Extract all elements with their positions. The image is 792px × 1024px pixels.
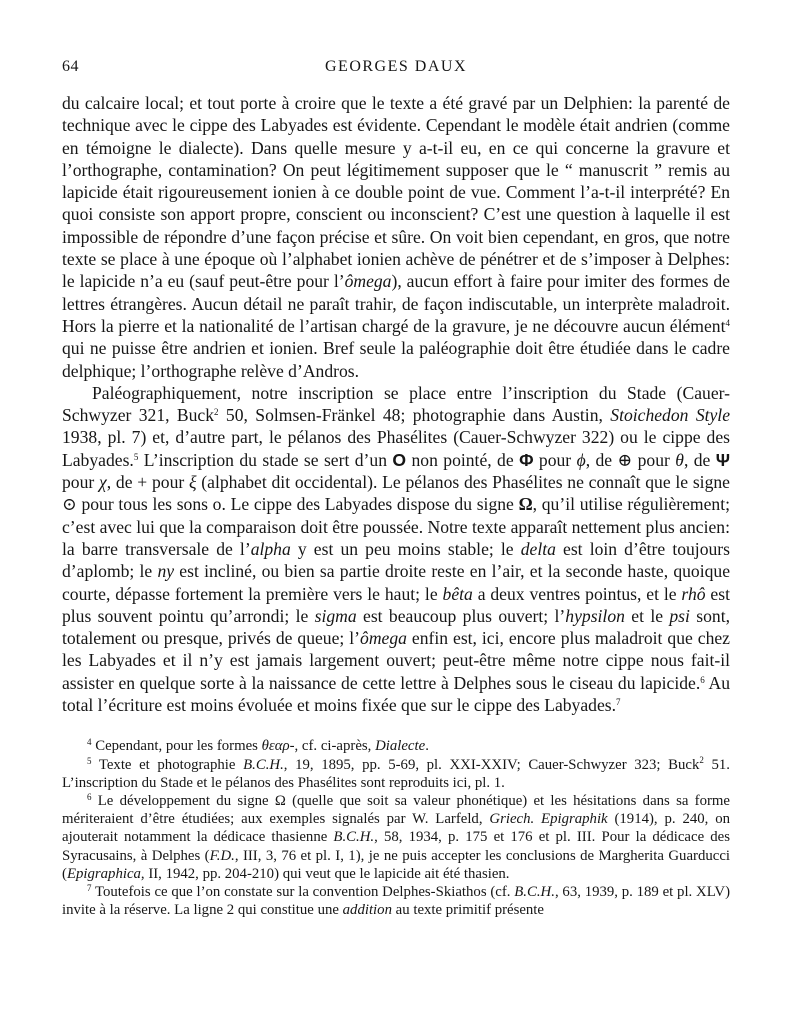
text-run: L’inscription du stade se sert d’un [138, 449, 393, 470]
greek-term: θεαρ- [261, 738, 295, 755]
text-run: . [425, 738, 429, 755]
superscript: 2 [699, 754, 704, 765]
text-run: est plus souvent pointu qu’arrondi; le [62, 583, 730, 626]
text-run: , de + pour [106, 472, 189, 493]
letter-sign: O [392, 449, 407, 470]
text-run: est beaucoup plus ouvert; l’ [356, 605, 566, 626]
text-run: 1938, pl. 7) et, d’autre part, le pélanos des Phasélites (Cauer-Schwyzer 322) ou le cippe des Labyades. [62, 427, 730, 470]
text-run: pour [62, 472, 100, 493]
footnote-ref[interactable]: 5 [133, 451, 139, 462]
text-run: , de ⊕ pour [585, 449, 676, 470]
greek-letter: ξ [188, 472, 197, 493]
footnote-number: 7 [87, 882, 92, 893]
text-run: , cf. ci-après, [294, 738, 376, 755]
italic-term: psi [669, 605, 690, 626]
text-run: 51. L’inscription du Stade et le pélanos des Phasélites sont reproduits ici, pl. 1. [62, 756, 730, 791]
italic-term: ômega [344, 271, 392, 292]
text-run: qui ne puisse être andrien et ionien. Bref seule la paléographie doit être étudiée dans le cadre delphique; l’orthographe relève d’Andros. [62, 338, 730, 381]
text-run: et le [624, 605, 670, 626]
footnote-4 [62, 737, 730, 755]
text-run: , 58, 1934, p. 175 et 176 et pl. III. Pour la dédicace des Syracusains, à Delphes ( [62, 829, 730, 864]
page-number: 64 [62, 58, 79, 75]
text-run: au texte primitif présente [391, 902, 544, 919]
text-run: Le développement du signe Ω (quelle que soit sa valeur phonétique) et les hésitations dans sa forme mériteraient d’être étudiées; aux exemples signalés par W. Larfeld, [62, 792, 730, 828]
italic-term: addition [342, 902, 392, 919]
text-run: (1914), p. 240, on ajouterait notamment la dédicace thasienne [62, 811, 730, 846]
text-run: Toutefois ce que l’on constate sur la convention Delphes-Skiathos (cf. [91, 883, 515, 900]
italic-term: rhô [681, 583, 706, 604]
italic-title: Stoichedon Style [610, 405, 731, 426]
italic-title: B.C.H. [514, 883, 555, 900]
italic-term: ômega [360, 628, 407, 649]
text-run: , III, 3, 76 et pl. I, 1), je ne puis accepter les conclusions de Margherita Guarducci ( [62, 847, 730, 882]
greek-letter: θ [675, 449, 684, 470]
text-run: ), aucun effort à faire pour imiter des formes de lettres étrangères. Aucun détail ne paraît trahir, de façon indiscutable, un interprète maladroit. Hors la pierre et la nationalité de l’artisan chargé de la gravure, je ne découvre aucun élément [62, 271, 730, 336]
italic-term: bêta [442, 583, 473, 604]
page [62, 58, 730, 919]
footnote-6 [62, 792, 730, 883]
italic-term: delta [520, 538, 556, 559]
main-text [62, 92, 730, 716]
letter-sign: Ω [518, 494, 533, 515]
footnote-ref[interactable]: 7 [616, 697, 621, 708]
paragraph-1 [62, 92, 730, 382]
text-run: y est un peu moins stable; le [290, 538, 521, 559]
text-run: non pointé, de [406, 449, 520, 470]
italic-term: alpha [250, 538, 291, 559]
italic-title: Epigraphica [66, 865, 141, 882]
text-run: Texte et photographie [91, 756, 244, 773]
footnote-number: 5 [87, 755, 92, 766]
text-run: pour [533, 449, 577, 470]
text-run: a deux ventres pointus, et le [472, 583, 682, 604]
footnote-7 [62, 883, 730, 919]
page-header [62, 58, 730, 84]
text-run: est incliné, ou bien sa partie droite reste en l’air, et la seconde haste, quoique courte, dépasse fortement la première vers le haut; le [62, 561, 730, 604]
footnote-ref[interactable]: 4 [725, 317, 730, 328]
italic-term: sigma [314, 605, 357, 626]
italic-term: ny [157, 561, 175, 582]
running-head: GEORGES DAUX [325, 58, 467, 75]
letter-sign: Φ [519, 449, 534, 470]
text-run: , qu’il utilise régulièrement; c’est avec lui que la comparaison doit être poussée. Notre texte apparaît nettement plus ancien: la barre transversale de l’ [62, 494, 730, 559]
greek-letter: ϕ [576, 449, 586, 470]
italic-title: F.D. [209, 847, 235, 864]
italic-title: B.C.H. [243, 756, 284, 773]
text-run: (alphabet dit occidental). Le pélanos des Phasélites ne connaît que le signe ⊙ pour tous les sons o. Le cippe des Labyades dispose du signe [62, 472, 730, 515]
text-run: , 19, 1895, pp. 5-69, pl. XXI-XXIV; Cauer-Schwyzer 323; Buck [283, 756, 700, 773]
footnote-ref[interactable]: 6 [700, 674, 705, 685]
italic-term: hypsilon [565, 605, 625, 626]
italic-title: Griech. Epigraphik [489, 811, 608, 828]
text-run: , II, 1942, pp. 204-210) qui veut que le lapicide ait été thasien. [140, 865, 510, 882]
text-run: Paléographiquement, notre inscription se place entre l’inscription du Stade (Cauer-Schwyzer 321, Buck [62, 382, 730, 426]
text-run: 50, Solmsen-Fränkel 48; photographie dans Austin, [218, 405, 611, 426]
footnote-number: 4 [87, 737, 92, 748]
text-run: Au total l’écriture est moins évoluée et moins fixée que sur le cippe des Labyades. [62, 672, 730, 716]
paragraph-2 [62, 382, 730, 716]
footnote-number: 6 [87, 791, 92, 802]
footnote-5 [62, 756, 730, 792]
italic-term: Dialecte [375, 738, 426, 755]
text-run: du calcaire local; et tout porte à croire que le texte a été gravé par un Delphien: la parenté de technique avec le cippe des Labyades est évidente. Cependant le modèle était andrien (comme en témoigne le dialecte). Dans quelle mesure y a-t-il eu, en ce qui concerne la gravure et l’orthographe, contamination? On peut légitimement supposer que le “ manuscrit ” remis au lapicide était rigoureusement ionien à ce double point de vue. Comment l’a-t-il interprété? En quoi consiste son apport propre, conscient ou inconscient? C’est une question à laquelle il est impossible de répondre d’une façon précise et sûre. On voit bien cependant, en gros, que notre texte se place à une époque où l’alphabet ionien achève de pénétrer et de s’imposer à Delphes: le lapicide n’a eu (sauf peut-être pour l’ [62, 93, 730, 292]
superscript: 2 [214, 407, 219, 418]
footnotes [62, 737, 730, 919]
italic-title: B.C.H. [333, 829, 375, 846]
text-run: Cependant, pour les formes [91, 738, 262, 755]
text-run: enfin est, ici, encore plus maladroit que chez les Labyades et il n’y est jamais largement ouvert; peut-être même notre cippe nous fait-il assister en quelque sorte à la naissance de cette lettre à Delphes sous le ciseau du lapicide. [62, 628, 730, 693]
text-run: , 63, 1939, p. 189 et pl. XLV) invite à la réserve. La ligne 2 qui constitue une [62, 883, 731, 919]
greek-letter: χ [99, 472, 107, 493]
text-run: est loin d’être toujours d’aplomb; le [62, 538, 730, 582]
text-run: , de [683, 449, 716, 470]
letter-sign: Ψ [715, 449, 730, 470]
text-run: sont, totalement ou presque, privés de queue; l’ [62, 605, 730, 649]
